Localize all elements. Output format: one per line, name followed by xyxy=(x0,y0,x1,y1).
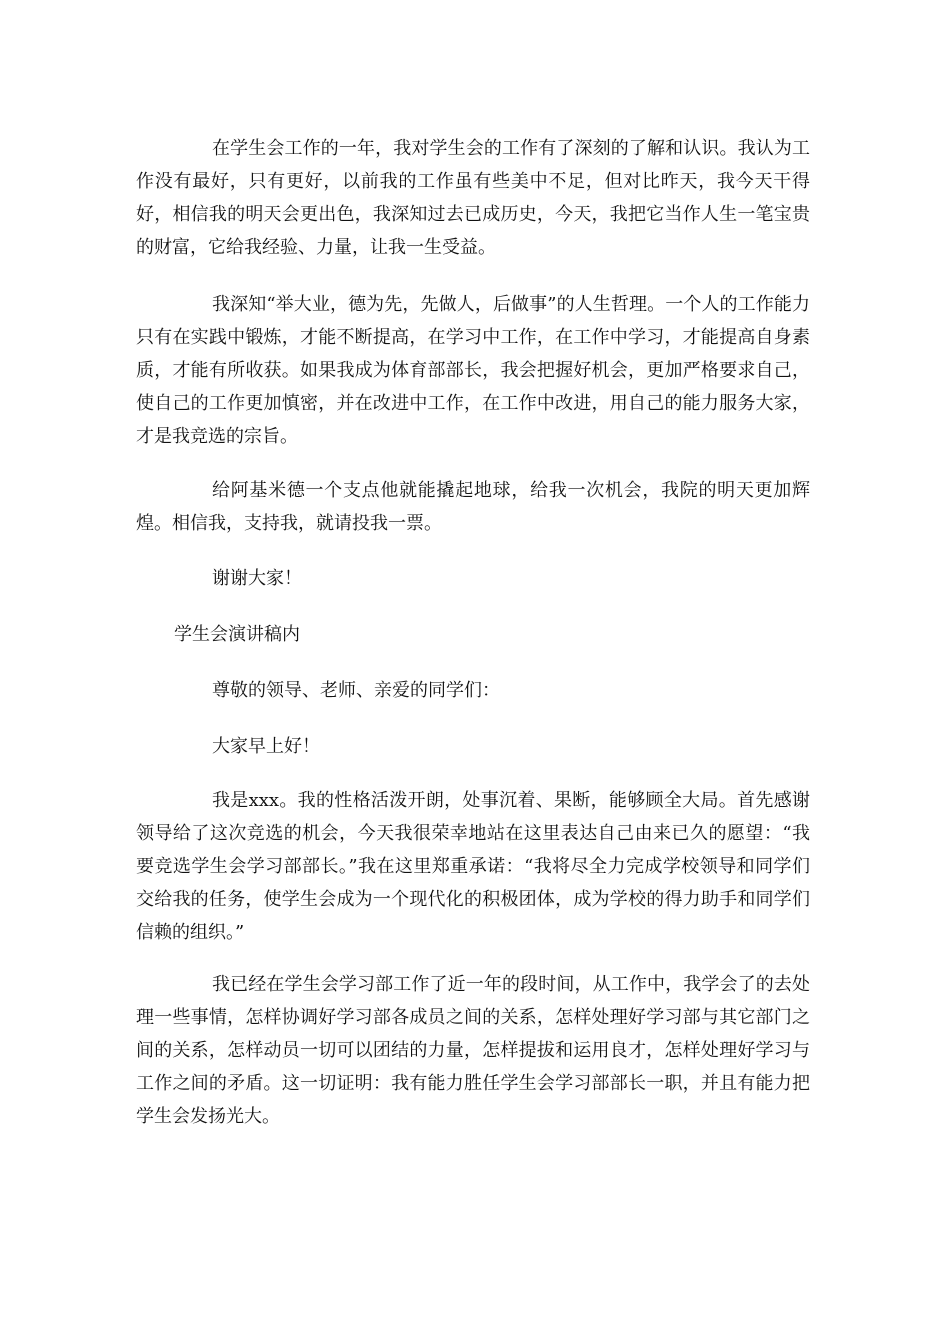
salutation-line: 尊敬的领导、老师、亲爱的同学们： xyxy=(212,680,500,701)
greeting-line: 大家早上好！ xyxy=(212,736,320,757)
paragraph-archimedes: 给阿基米德一个支点他就能撬起地球，给我一次机会，我院的明天更加辉煌。相信我，支持我，就请投我一票。 xyxy=(136,480,810,534)
paragraph-self-introduction: 我是xxx。我的性格活泼开朗，处事沉着、果断，能够顾全大局。首先感谢领导给了这次竞选的机会，今天我很荣幸地站在这里表达自己由来已久的愿望：“我要竞选学生会学习部部长。”我在这里郑重承诺：“我将尽全力完成学校领导和同学们交给我的任务，使学生会成为一个现代化的积极团体，成为学校的得力助手和同学们信赖的组织。” xyxy=(136,790,810,943)
thanks-line: 谢谢大家！ xyxy=(212,568,302,589)
paragraph-work-experience: 在学生会工作的一年，我对学生会的工作有了深刻的了解和认识。我认为工作没有最好，只有更好，以前我的工作虽有些美中不足，但对比昨天，我今天干得好，相信我的明天会更出色，我深知过去已成历史，今天，我把它当作人生一笔宝贵的财富，它给我经验、力量，让我一生受益。 xyxy=(136,138,810,258)
paragraph-qualification: 我已经在学生会学习部工作了近一年的段时间，从工作中，我学会了的去处理一些事情，怎样协调好学习部各成员之间的关系，怎样处理好学习部与其它部门之间的关系，怎样动员一切可以团结的力量，怎样提拔和运用良才，怎样处理好学习与工作之间的矛盾。这一切证明：我有能力胜任学生会学习部部长一职，并且有能力把学生会发扬光大。 xyxy=(136,974,810,1127)
paragraph-philosophy: 我深知“举大业，德为先，先做人，后做事”的人生哲理。一个人的工作能力只有在实践中锻炼，才能不断提高，在学习中工作，在工作中学习，才能提高自身素质，才能有所收获。如果我成为体育部部长，我会把握好机会，更加严格要求自己，使自己的工作更加慎密，并在改进中工作，在工作中改进，用自己的能力服务大家，才是我竞选的宗旨。 xyxy=(136,294,810,447)
section-title: 学生会演讲稿内 xyxy=(174,624,300,645)
